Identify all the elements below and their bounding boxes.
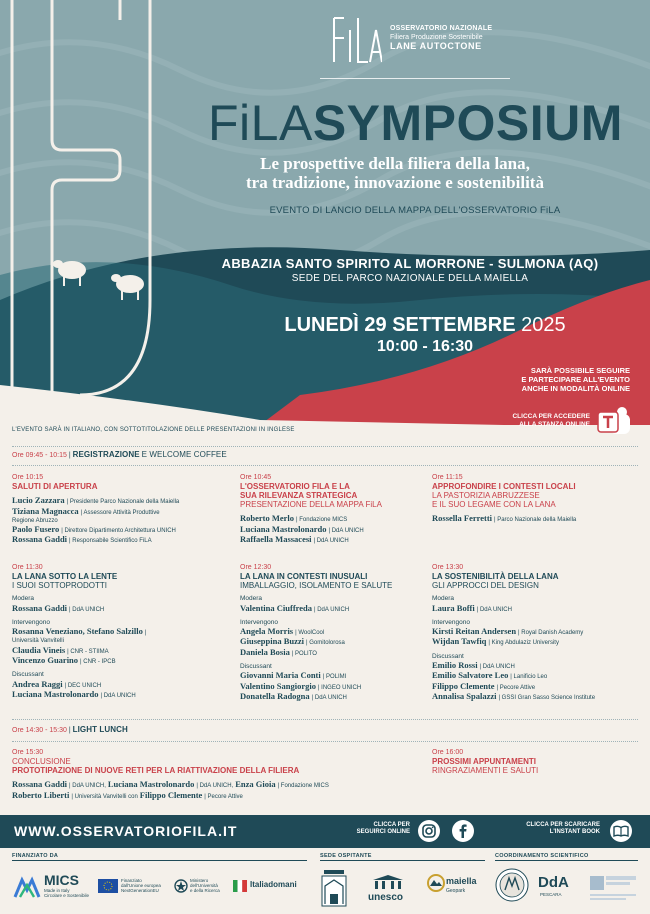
session-subtitle-2: E IL SUO LEGAME CON LA LANA <box>432 500 556 510</box>
session-hour: Ore 16:00 <box>432 749 464 756</box>
unesco-logo: unesco <box>368 892 404 903</box>
eu-line-2: dall'Unione europea <box>121 883 161 888</box>
speaker-name: Rossella Ferretti <box>432 513 493 524</box>
venue-title: ABBAZIA SANTO SPIRITO AL MORRONE - SULMONA (AQ) <box>221 256 599 271</box>
speakers-label: Intervengono <box>432 618 470 626</box>
launch-note: EVENTO DI LANCIO DELLA MAPPA DELL'OSSERVATORIO FiLA <box>269 205 561 216</box>
discussant-label: Discussant <box>240 663 272 671</box>
speaker-name: Lucio Zazzara <box>12 495 65 506</box>
discussant-label: Discussant <box>432 652 464 660</box>
session-title: PROSSIMI APPUNTAMENTI <box>432 757 537 767</box>
org-line-3: LANE AUTOCTONE <box>390 41 482 51</box>
speaker-affiliation: Fondazione MICS <box>280 783 329 790</box>
abbazia-logo-icon <box>320 868 348 908</box>
speaker-name: Giovanni Maria Conti <box>240 670 321 681</box>
lunch-row: Ore 14:30 - 15:30 | LIGHT LUNCH <box>12 725 128 734</box>
unesco-temple-icon <box>367 874 409 890</box>
unich-seal-icon <box>495 868 529 902</box>
speaker-name: Annalisa Spalazzi <box>432 690 497 701</box>
speaker-name: Rossana Gaddi <box>12 779 68 790</box>
moderator-label: Modera <box>432 595 455 603</box>
download-line-1: CLICCA PER SCARICARE <box>526 822 600 828</box>
venue-subtitle: SEDE DEL PARCO NAZIONALE DELLA MAIELLA <box>291 273 529 284</box>
maiella-logo: maiella <box>446 876 477 886</box>
online-note <box>460 366 630 393</box>
speaker-affiliation: Pecore Attive <box>207 793 243 800</box>
ministry-line-3: e della Ricerca <box>190 888 220 893</box>
event-time: 10:00 - 16:30 <box>376 338 474 355</box>
teams-icon[interactable] <box>596 404 632 438</box>
follow-line-1: CLICCA PER <box>373 822 410 828</box>
mics-logo-icon <box>12 872 42 902</box>
session-subtitle: GLI APPROCCI DEL DESIGN <box>432 581 539 591</box>
speaker-affiliation: DdA UNICH, <box>72 783 106 790</box>
online-access-link[interactable] <box>470 413 590 429</box>
agenda-divider <box>12 719 638 721</box>
org-line-1: OSSERVATORIO NAZIONALE <box>390 25 493 32</box>
session-title-line-1: L'OSSERVATORIO FILA E LA <box>240 482 350 492</box>
session-title: SALUTI DI APERTURA <box>12 482 98 492</box>
design-lab-logo-icon <box>588 872 638 902</box>
access-line-1: CLICCA PER ACCEDERE <box>512 413 590 420</box>
agenda-divider <box>12 741 638 743</box>
sponsor-divider <box>320 860 485 861</box>
maiella-geopark-icon <box>427 874 445 892</box>
dda-subtitle: PESCARA <box>540 892 562 897</box>
event-subtitle <box>165 154 625 192</box>
session-hour: Ore 13:30 <box>432 564 464 571</box>
follow-line-2: SEGUIRCI ONLINE <box>356 829 410 835</box>
speaker-affiliation: Gomitolorosa <box>309 640 345 647</box>
lunch-hour: Ore 14:30 - 15:30 <box>12 727 67 734</box>
session-title: APPROFONDIRE I CONTESTI LOCALI <box>432 482 576 492</box>
speaker-affiliation: Presidente Parco Nazionale della Maiella <box>69 499 180 506</box>
speaker-affiliation: Assessore Attività Produttive <box>83 509 160 516</box>
ministry-logo-text <box>190 878 220 893</box>
speaker-affiliation: Responsabile Scientifico FiLA <box>72 538 152 545</box>
speaker-affiliation: DdA UNICH, <box>199 783 234 790</box>
session-conclusion: Ore 15:30 CONCLUSIONE PROTOTIPAZIONE DI NUOVE RETI PER LA RIATTIVAZIONE DELLA FILIERA Rossana Gaddi | DdA UNICH, Luciana Mastrolonardo | DdA UNICH, Enza Gioia | Fondazione MICS Roberto Liberti | Università Vanvitelli con Filippo Clemente | Pecore Attive <box>12 749 422 801</box>
speaker-affiliation: King Abdulaziz University <box>491 640 559 647</box>
speaker-name: Claudia Vineis <box>12 644 66 655</box>
speaker-affiliation: DdA UNICH <box>479 606 512 613</box>
follow-note <box>330 822 410 836</box>
registration-label-2: E WELCOME COFFEE <box>141 450 227 459</box>
subtitle-line-1: Le prospettive della filiera della lana, <box>260 154 530 173</box>
download-note <box>500 822 600 836</box>
speaker-name: Paolo Fusero <box>12 524 60 535</box>
speaker-name: Rossana Gaddi <box>12 602 68 613</box>
maiella-subtitle: Geopark <box>446 888 466 894</box>
session-sustainability: Ore 13:30 LA SOSTENIBILITÀ DELLA LANA GLI APPROCCI DEL DESIGN Modera Laura Boffi | DdA UNICH Intervengono Kirsti Reitan Andersen | Royal Danish Academy Wijdan Tawfiq | King Abdulaziz University Discussant Emilio Rossi | DdA UNICH Emilio Salvatore Leo | Lanificio Leo Filippo Clemente | Pecore Attive Annalisa Spalazzi | GSSI Gran Sasso Science Institute <box>432 564 644 702</box>
speaker-affiliation: CNR - IPCB <box>83 659 116 666</box>
agenda-divider <box>12 465 638 467</box>
speaker-name: Roberto Merlo <box>240 513 295 524</box>
speaker-name: Rosanna Veneziano, Stefano Salzillo <box>12 626 143 637</box>
speaker-name: Valentina Ciuffreda <box>240 602 313 613</box>
session-next <box>432 749 642 775</box>
speaker-affiliation: WoolCool <box>298 630 325 637</box>
speaker-name: Tiziana Magnacca <box>12 505 79 516</box>
discussant-label: Discussant <box>12 671 44 679</box>
session-subtitle: PRESENTAZIONE DELLA MAPPA FiLA <box>240 500 382 510</box>
speaker-affiliation: Direttore Dipartimento Architettura UNICH <box>64 528 176 535</box>
online-line-3: ANCHE IN MODALITÀ ONLINE <box>521 384 630 393</box>
speaker-affiliation: Università Vanvitelli con <box>74 793 138 800</box>
date-year: 2025 <box>521 314 566 336</box>
speaker-name: Luciana Mastrolonardo <box>240 523 327 534</box>
mics-sub-2: Circolare e Sostenibile <box>44 893 90 898</box>
host-label: SEDE OSPITANTE <box>320 853 372 859</box>
session-subtitle-1: LA PASTORIZIA ABRUZZESE <box>432 491 540 501</box>
italia-flag-icon <box>233 880 247 892</box>
funded-label: FINANZIATO DA <box>12 853 59 859</box>
speaker-affiliation: Parco Nazionale della Maiella <box>497 517 577 524</box>
org-line-2: Filiera Produzione Sostenibile <box>390 34 483 41</box>
session-opening: Ore 10:15 SALUTI DI APERTURA Lucio Zazzara | Presidente Parco Nazionale della Maiella Tiziana Magnacca | Assessore Attività Produttive Regione Abruzzo Paolo Fusero | Direttore Dipartimento Architettura UNICH Rossana Gaddi | Responsabile Scientifico FiLA <box>12 474 232 546</box>
session-title: LA LANA IN CONTESTI INUSUALI <box>240 572 368 582</box>
date-day: LUNEDÌ 29 SETTEMBRE <box>284 314 516 336</box>
mics-sub-1: Made in Italy <box>44 888 70 893</box>
instagram-icon[interactable] <box>418 820 440 842</box>
sponsor-divider <box>495 860 638 861</box>
speaker-affiliation: POLIMI <box>325 674 347 681</box>
coord-label: COORDINAMENTO SCIENTIFICO <box>495 853 589 859</box>
session-title: LA SOSTENIBILITÀ DELLA LANA <box>432 572 559 582</box>
speaker-affiliation: Università Vanvitelli <box>12 638 64 645</box>
agenda-divider <box>12 446 638 448</box>
eu-line-3: NextGenerationEU <box>121 888 159 893</box>
session-lens: Ore 11:30 LA LANA SOTTO LA LENTE I SUOI SOTTOPRODOTTI Modera Rossana Gaddi | DdA UNICH Intervengono Rosanna Veneziano, Stefano Salzillo | Università Vanvitelli Claudia Vineis | CNR - STIIMA Vincenzo Guarino | CNR - IPCB Discussant Andrea Raggi | DEC UNICH Luciana Mastrolonardo | DdA UNICH <box>12 564 234 700</box>
speaker-name: Rossana Gaddi <box>12 534 68 545</box>
fila-logo <box>330 14 520 84</box>
title-bold: SYMPOSIUM <box>312 95 623 151</box>
session-subtitle: CONCLUSIONE <box>12 757 71 767</box>
mics-subtitle <box>44 888 89 898</box>
speaker-affiliation: DdA UNICH <box>314 694 347 701</box>
facebook-icon[interactable] <box>452 820 474 842</box>
mics-logo: MICS <box>44 872 79 888</box>
speaker-affiliation: Pecore Attive <box>499 684 536 691</box>
download-line-2: L'INSTANT BOOK <box>549 829 600 835</box>
session-hour: Ore 15:30 <box>12 749 44 756</box>
title-thin: FiLA <box>208 95 313 151</box>
book-icon[interactable] <box>610 820 632 842</box>
registration-label: REGISTRAZIONE <box>72 450 140 459</box>
session-observatory: Ore 10:45 L'OSSERVATORIO FILA E LA SUA RILEVANZA STRATEGICA PRESENTAZIONE DELLA MAPPA FiLA Roberto Merlo | Fondazione MICS Luciana Mastrolonardo | DdA UNICH Raffaella Massacesi | DdA UNICH <box>240 474 425 545</box>
speaker-name: Filippo Clemente <box>139 789 203 800</box>
speaker-affiliation: DEC UNICH <box>67 682 102 689</box>
session-title: PROTOTIPAZIONE DI NUOVE RETI PER LA RIATTIVAZIONE DELLA FILIERA <box>12 766 300 776</box>
speaker-name: Emilio Rossi <box>432 660 478 671</box>
session-subtitle: I SUOI SOTTOPRODOTTI <box>12 581 107 591</box>
speaker-name: Vincenzo Guarino <box>12 655 79 666</box>
ministry-line-1: Ministero <box>190 878 209 883</box>
speaker-affiliation: DdA UNICH <box>103 692 136 699</box>
website-link[interactable]: WWW.OSSERVATORIOFILA.IT <box>14 823 238 839</box>
speaker-affiliation: DdA UNICH <box>316 537 349 544</box>
speaker-name: Kirsti Reitan Andersen <box>432 626 517 637</box>
access-line-2: ALLA STANZA ONLINE <box>519 421 590 428</box>
moderator-label: Modera <box>12 595 35 603</box>
session-hour: Ore 10:45 <box>240 474 272 481</box>
session-title-line-2: SUA RILEVANZA STRATEGICA <box>240 491 358 501</box>
italiadomani-logo: Italiadomani <box>250 880 297 889</box>
eu-logo-text <box>121 878 161 893</box>
session-title: LA LANA SOTTO LA LENTE <box>12 572 118 582</box>
speaker-affiliation: POLITO <box>295 650 317 657</box>
speaker-name: Emilio Salvatore Leo <box>432 670 509 681</box>
speaker-affiliation: Fondazione MICS <box>299 517 348 524</box>
event-date <box>225 314 625 337</box>
speaker-name: Luciana Mastrolonardo <box>12 688 99 699</box>
speaker-name: Andrea Raggi <box>12 678 63 689</box>
lunch-label: LIGHT LUNCH <box>72 725 128 734</box>
speaker-name: Wijdan Tawfiq <box>432 636 487 647</box>
speakers-label: Intervengono <box>240 618 278 626</box>
speaker-affiliation: DdA UNICH <box>331 527 364 534</box>
speaker-name: Laura Boffi <box>432 602 475 613</box>
session-unusual: Ore 12:30 LA LANA IN CONTESTI INUSUALI IMBALLAGGIO, ISOLAMENTO E SALUTE Modera Valentina Ciuffreda | DdA UNICH Intervengono Angela Morris | WoolCool Giuseppina Buzzi | Gomitolorosa Daniela Bosia | POLITO Discussant Giovanni Maria Conti | POLIMI Valentino Sangiorgio | INGEO UNICH Donatella Radogna | DdA UNICH <box>240 564 428 702</box>
speaker-name: Angela Morris <box>240 626 294 637</box>
moderator-label: Modera <box>240 595 263 603</box>
speaker-affiliation: Lanificio Leo <box>513 674 548 681</box>
speaker-name: Luciana Mastrolonardo <box>107 779 195 790</box>
session-hour: Ore 10:15 <box>12 474 44 481</box>
speaker-name: Giuseppina Buzzi <box>240 636 305 647</box>
speaker-name: Daniela Bosia <box>240 646 290 657</box>
session-local-contexts: Ore 11:15 APPROFONDIRE I CONTESTI LOCALI LA PASTORIZIA ABRUZZESE E IL SUO LEGAME CON LA LANA Rossella Ferretti | Parco Nazionale della Maiella <box>432 474 642 525</box>
speaker-name: Valentino Sangiorgio <box>240 680 316 691</box>
speakers-label: Intervengono <box>12 618 50 626</box>
fila-logo-text <box>390 24 492 51</box>
session-hour: Ore 12:30 <box>240 564 272 571</box>
online-line-2: E PARTECIPARE ALL'EVENTO <box>521 375 630 384</box>
subtitle-line-2: tra tradizione, innovazione e sostenibilità <box>246 173 544 192</box>
session-subtitle: RINGRAZIAMENTI E SALUTI <box>432 766 539 776</box>
speaker-name: Enza Gioia <box>235 779 276 790</box>
speaker-name: Raffaella Massacesi <box>240 533 312 544</box>
speaker-name: Roberto Liberti <box>12 789 70 800</box>
sponsor-divider <box>12 860 307 861</box>
speaker-affiliation: CNR - STIIMA <box>70 648 109 655</box>
session-subtitle: IMBALLAGGIO, ISOLAMENTO E SALUTE <box>240 581 393 591</box>
speaker-affiliation: DdA UNICH <box>72 606 105 613</box>
session-hour: Ore 11:15 <box>432 474 463 481</box>
ministry-line-2: dell'Università <box>190 883 218 888</box>
session-hour: Ore 11:30 <box>12 564 43 571</box>
speaker-affiliation: Royal Danish Academy <box>521 630 584 637</box>
speaker-affiliation: Regione Abruzzo <box>12 517 58 524</box>
fila-logo-mark <box>330 14 382 66</box>
speaker-affiliation: GSSI Gran Sasso Science Institute <box>501 694 596 701</box>
language-note: L'EVENTO SARÀ IN ITALIANO, CON SOTTOTITOLAZIONE DELLE PRESENTAZIONI IN INGLESE <box>12 427 295 433</box>
registration-row: Ore 09:45 - 10:15 | REGISTRAZIONE E WELCOME COFFEE <box>12 450 227 459</box>
registration-hour: Ore 09:45 - 10:15 <box>12 452 67 459</box>
eu-line-1: Finanziato <box>121 878 142 883</box>
speaker-affiliation: DdA UNICH <box>482 664 515 671</box>
speaker-affiliation: INGEO UNICH <box>321 684 362 691</box>
online-line-1: SARÀ POSSIBILE SEGUIRE <box>530 366 630 375</box>
dda-logo: DdA <box>538 874 569 891</box>
speaker-name: Filippo Clemente <box>432 680 495 691</box>
eu-flag-icon <box>98 879 118 893</box>
speaker-affiliation: DdA UNICH <box>317 606 350 613</box>
logo-divider <box>320 78 510 79</box>
ministry-emblem-icon <box>174 878 188 894</box>
event-title <box>208 94 623 152</box>
speaker-name: Donatella Radogna <box>240 690 310 701</box>
